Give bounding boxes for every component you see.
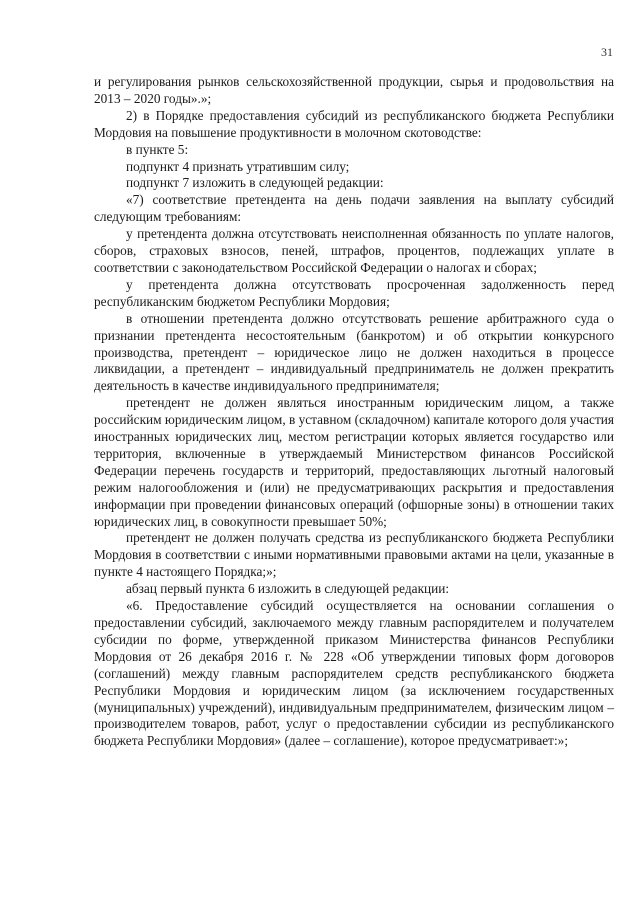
page-number: 31 — [601, 45, 613, 59]
paragraph: 2) в Порядке предоставления субсидий из республиканского бюджета Республики Мордовия на повышение продуктивности в молочном скотоводстве: — [94, 107, 614, 140]
paragraph: и регулирования рынков сельскохозяйственной продукции, сырья и продовольствия на 2013 – 2020 годы».»; — [94, 74, 614, 106]
paragraph: абзац первый пункта 6 изложить в следующей редакции: — [126, 581, 450, 597]
paragraph: претендент не должен являться иностранным юридическим лицом, а также российским юридическим лицом, в уставном (складочном) капитале которого доля участия иностранных юридических лиц, местом регистрации которых является государство или территория, включенные в утверждаемый Министерством финансов Российской Федерации перечень государств и территорий, предоставляющих льготный налоговый режим налогообложения и (или) не предусматривающих раскрытия и предоставления информации при проведении финансовых операций (офшорные зоны) в отношении таких юридических лиц, в совокупности превышает 50%; — [94, 395, 614, 529]
paragraph: в пункте 5: — [126, 141, 189, 157]
paragraph: в отношении претендента должно отсутствовать решение арбитражного суда о признании претендента несостоятельным (банкротом) и об открытии конкурсного производства, претендент – юридическое лицо не должен находиться в процессе ликвидации, а претендент – индивидуальный предприниматель не должен прекратить деятельность в качестве индивидуального предпринимателя; — [94, 310, 614, 394]
paragraph: «7) соответствие претендента на день подачи заявления на выплату субсидий следующим требованиям: — [94, 192, 614, 225]
paragraph: «6. Предоставление субсидий осуществляется на основании соглашения о предоставлении субсидий, заключаемого между главным распорядителем и получателем субсидии по форме, утвержденной приказом Министерства финансов Республики Мордовия от 26 декабря 2016 г. № 228 «Об утверждении типовых форм договоров (соглашений) между главным распорядителем средств республиканского бюджета Республики Мордовия и юридическим лицом (за исключением государственных (муниципальных) учреждений), индивидуальным предпринимателем, физическим лицом – производителем товаров, работ, услуг о предоставлении субсидии из республиканского бюджета Республики Мордовия» (далее – соглашение), которое предусматривает:»; — [94, 598, 614, 749]
paragraph: подпункт 4 признать утратившим силу; — [126, 158, 350, 174]
paragraph: подпункт 7 изложить в следующей редакции: — [126, 175, 384, 191]
paragraph: у претендента должна отсутствовать неисполненная обязанность по уплате налогов, сборов, страховых взносов, пеней, штрафов, процентов, подлежащих уплате в соответствии с законодательством Российской Федерации о налогах и сборах; — [94, 226, 614, 275]
paragraph: у претендента должна отсутствовать просроченная задолженность перед республиканским бюджетом Республики Мордовия; — [94, 276, 614, 309]
paragraph: претендент не должен получать средства из республиканского бюджета Республики Мордовия в соответствии с иными нормативными правовыми актами на цели, указанные в пункте 4 настоящего Порядка;»; — [94, 530, 614, 580]
document-body — [94, 74, 614, 750]
